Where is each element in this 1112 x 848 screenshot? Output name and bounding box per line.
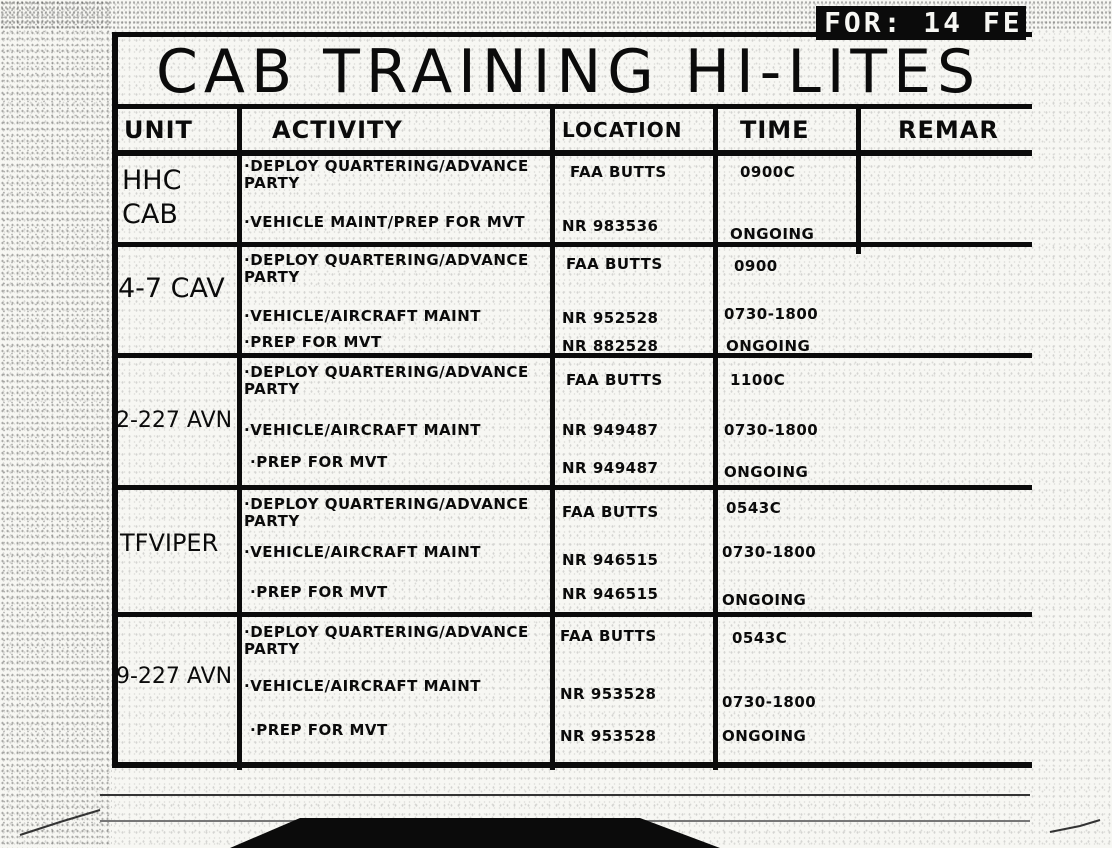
header-time: TIME [740,116,810,144]
unit-cell: HHC CAB [122,165,182,230]
activity-cell: ·PREP FOR MVT [250,453,388,471]
activity-cell: ·PREP FOR MVT [250,721,388,739]
row-divider [112,242,1032,247]
activity-cell: ·DEPLOY QUARTERING/ADVANCE PARTY [244,363,529,398]
activity-cell: ·VEHICLE/AIRCRAFT MAINT [244,677,481,695]
time-cell: 0900C [740,163,796,181]
left-margin-noise [0,0,112,848]
time-cell: ONGOING [730,225,815,243]
row-divider [112,612,1032,617]
time-cell: ONGOING [724,463,809,481]
activity-cell: ·DEPLOY QUARTERING/ADVANCE PARTY [244,495,529,530]
time-cell: ONGOING [722,727,807,745]
page-title: CAB TRAINING HI-LITES [156,37,982,104]
activity-cell: ·PREP FOR MVT [250,583,388,601]
header-activity: ACTIVITY [272,116,403,144]
title-divider [112,104,1032,109]
row-divider [112,485,1032,490]
activity-cell: ·VEHICLE MAINT/PREP FOR MVT [244,213,526,231]
board-tray-line [100,794,1030,796]
time-cell: ONGOING [726,337,811,355]
time-cell: 0900 [734,257,778,275]
location-cell: FAA BUTTS [566,255,663,273]
time-cell: 0730-1800 [722,543,817,561]
location-cell: NR 946515 [562,551,659,569]
location-cell: NR 953528 [560,685,657,703]
header-location: LOCATION [562,118,683,142]
unit-cell: TFVIPER [120,529,219,557]
location-cell: FAA BUTTS [562,503,659,521]
time-cell: ONGOING [722,591,807,609]
column-divider-time [856,106,861,254]
time-cell: 1100C [730,371,786,389]
activity-cell: ·VEHICLE/AIRCRAFT MAINT [244,543,481,561]
board-tray-line [100,820,1030,822]
location-cell: NR 952528 [562,309,659,327]
location-cell: FAA BUTTS [570,163,667,181]
unit-cell: 2-227 AVN [116,408,233,433]
location-cell: NR 949487 [562,459,659,477]
location-cell: NR 949487 [562,421,659,439]
date-stamp: FOR: 14 FE [816,6,1026,40]
time-cell: 0543C [726,499,782,517]
header-remarks: REMAR [898,116,999,144]
location-cell: FAA BUTTS [566,371,663,389]
activity-cell: ·DEPLOY QUARTERING/ADVANCE PARTY [244,157,529,192]
time-cell: 0543C [732,629,788,647]
location-cell: NR 882528 [562,337,659,355]
activity-cell: ·VEHICLE/AIRCRAFT MAINT [244,421,481,439]
location-cell: NR 946515 [562,585,659,603]
location-cell: NR 983536 [562,217,659,235]
location-cell: FAA BUTTS [560,627,657,645]
column-divider-location [713,106,718,770]
activity-cell: ·PREP FOR MVT [244,333,382,351]
time-cell: 0730-1800 [722,693,817,711]
unit-cell: 9-227 AVN [116,664,233,689]
activity-cell: ·VEHICLE/AIRCRAFT MAINT [244,307,481,325]
activity-cell: ·DEPLOY QUARTERING/ADVANCE PARTY [244,623,529,658]
time-cell: 0730-1800 [724,305,819,323]
header-divider [112,150,1032,156]
unit-cell: 4-7 CAV [118,273,225,304]
time-cell: 0730-1800 [724,421,819,439]
location-cell: NR 953528 [560,727,657,745]
activity-cell: ·DEPLOY QUARTERING/ADVANCE PARTY [244,251,529,286]
header-unit: UNIT [124,116,193,144]
